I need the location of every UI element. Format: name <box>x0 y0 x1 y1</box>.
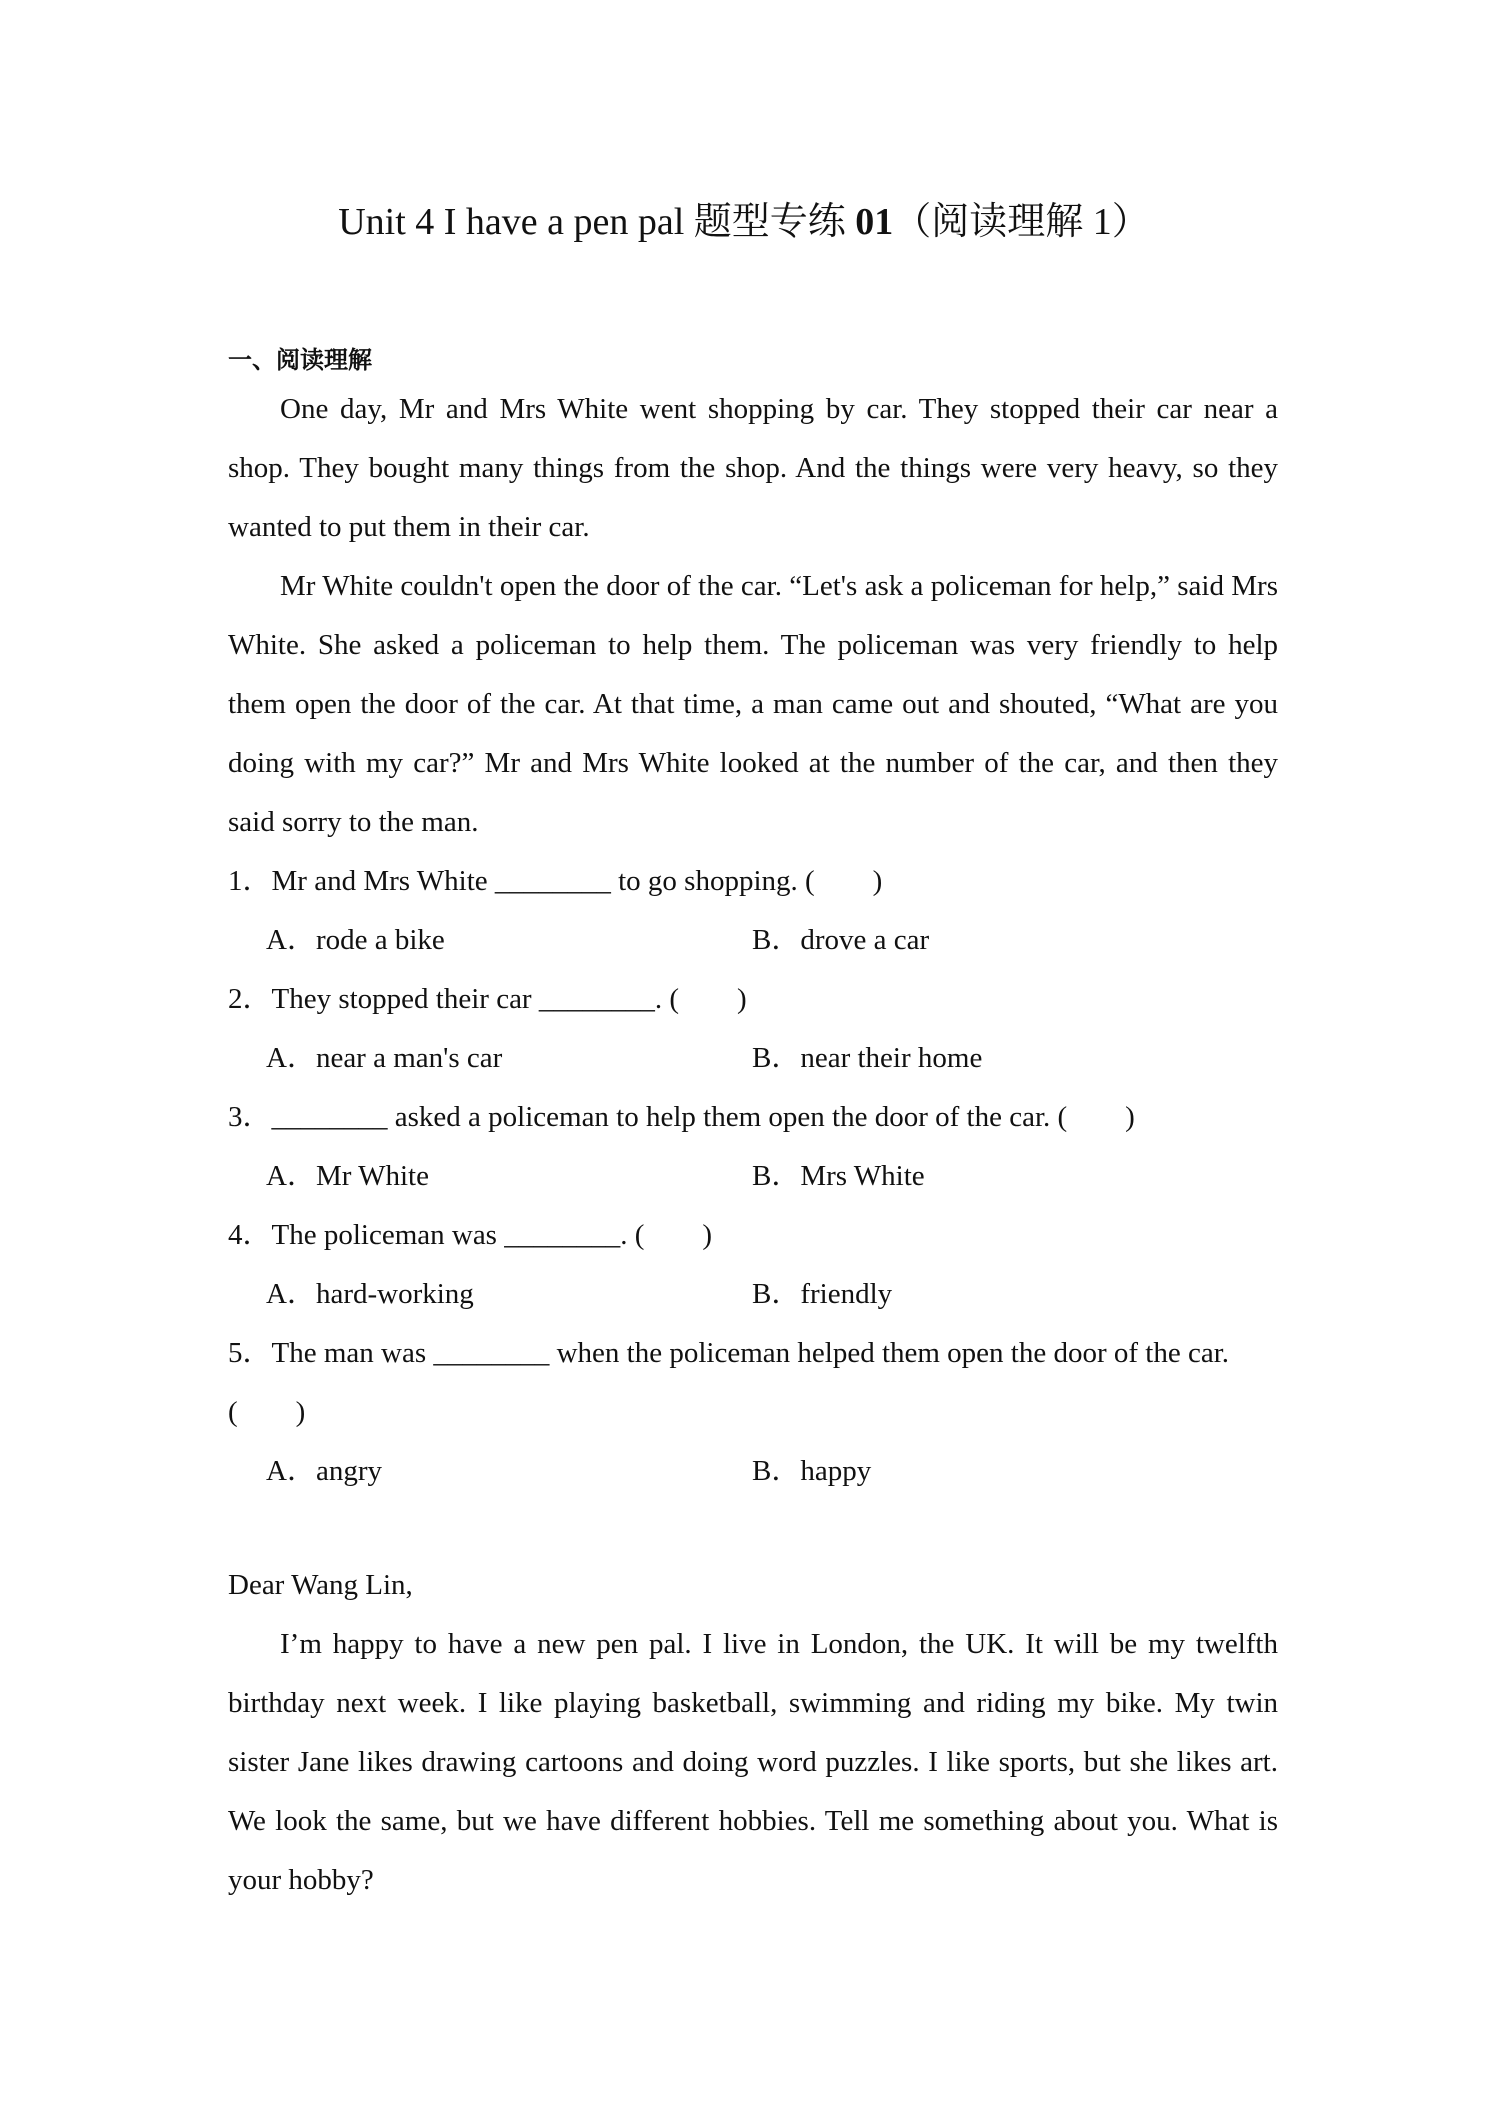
question-5-option-a: A．angry <box>266 1455 382 1487</box>
title-main: Unit 4 I have a pen pal 题型专练 <box>338 201 856 243</box>
letter-greeting: Dear Wang Lin, <box>228 1569 413 1601</box>
question-2-option-a: A．near a man's car <box>266 1042 503 1074</box>
page-title <box>0 192 1488 252</box>
question-5: 5．The man was ________ when the policeman helped them open the door of the car. <box>228 1337 1230 1369</box>
question-2-option-b: B．near their home <box>752 1042 983 1074</box>
question-4: 4．The policeman was ________. ( ) <box>228 1219 713 1251</box>
question-1-option-b: B．drove a car <box>752 924 930 956</box>
section-heading: 一、阅读理解 <box>228 346 372 374</box>
question-3-option-b: B．Mrs White <box>752 1160 925 1192</box>
letter-paragraph-1: I’m happy to have a new pen pal. I live in London, the UK. It will be my twelfth birthday next week. I like playing basketball, swimming and riding my bike. My twin sister Jane likes drawing cartoons and doing word puzzles. I like sports, but she likes art. We look the same, but we have different hobbies. Tell me something about you. What is your hobby? <box>228 1628 1278 1896</box>
question-2: 2．They stopped their car ________. ( ) <box>228 983 747 1015</box>
passage1-paragraph-1: One day, Mr and Mrs White went shopping by car. They stopped their car near a shop. They bought many things from the shop. And the things were very heavy, so they wanted to put them in their car. <box>228 393 1278 543</box>
question-1: 1．Mr and Mrs White ________ to go shopping. ( ) <box>228 865 883 897</box>
question-1-option-a: A．rode a bike <box>266 924 445 956</box>
question-4-option-b: B．friendly <box>752 1278 893 1310</box>
question-3-option-a: A．Mr White <box>266 1160 429 1192</box>
question-5-option-b: B．happy <box>752 1455 872 1487</box>
question-4-option-a: A．hard-working <box>266 1278 474 1310</box>
question-5-answer-brackets: ( ) <box>228 1396 306 1428</box>
passage1-paragraph-2: Mr White couldn't open the door of the car. “Let's ask a policeman for help,” said Mrs White. She asked a policeman to help them. The policeman was very friendly to help them open the door of the car. At that time, a man came out and shouted, “What are you doing with my car?” Mr and Mrs White looked at the number of the car, and then they said sorry to the man. <box>228 570 1278 838</box>
question-3: 3．________ asked a policeman to help them open the door of the car. ( ) <box>228 1101 1135 1133</box>
title-number: 01 <box>855 201 894 243</box>
title-suffix: （阅读理解 1） <box>893 201 1150 243</box>
